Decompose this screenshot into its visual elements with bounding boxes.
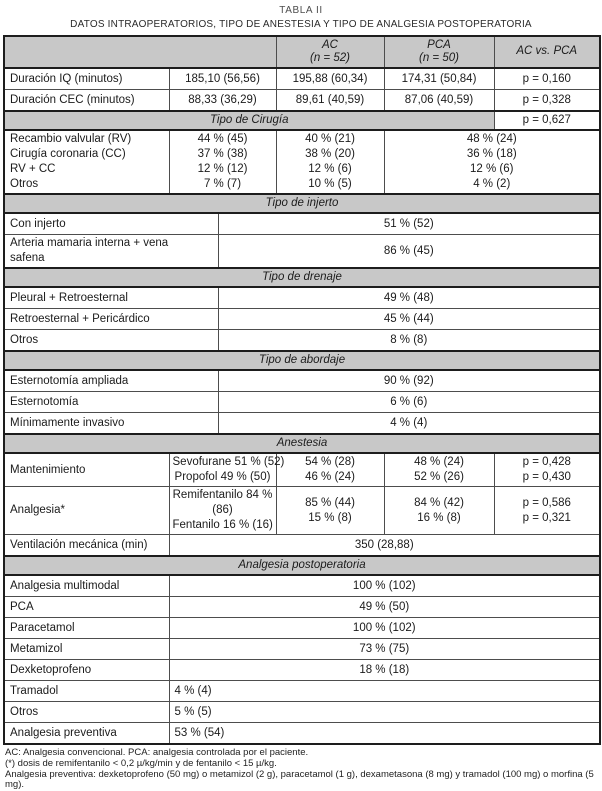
- column-header-pca: PCA (n = 50): [384, 36, 494, 68]
- table-row: [4, 111, 600, 130]
- table-row: [4, 213, 600, 235]
- cell-pca: 48 % (24) 36 % (18) 12 % (6) 4 % (2): [384, 130, 600, 194]
- table-row: [4, 287, 600, 309]
- table-row: [4, 639, 600, 660]
- table-subtitle: DATOS INTRAOPERATORIOS, TIPO DE ANESTESIA Y TIPO DE ANALGESIA POSTOPERATORIA: [70, 19, 532, 30]
- row-label: Con injerto: [4, 213, 218, 235]
- table-row: [4, 330, 600, 352]
- table-row: [4, 597, 600, 618]
- table-row: [4, 535, 600, 557]
- table-row: [4, 618, 600, 639]
- table-row: [4, 413, 600, 435]
- cell-p-value: p = 0,328: [494, 90, 600, 112]
- footnotes: [3, 748, 599, 791]
- section-title: Tipo de drenaje: [4, 268, 600, 287]
- cell-pca: 84 % (42) 16 % (8): [384, 487, 494, 535]
- row-label: Duración CEC (minutos): [4, 90, 169, 112]
- main-table: [3, 35, 601, 745]
- footnote-line: (*) dosis de remifentanilo < 0,2 µ/kg/min y de fentanilo < 15 µ/kg.: [5, 757, 277, 769]
- cell-total: Remifentanilo 84 % (86) Fentanilo 16 % (16): [169, 487, 276, 535]
- cell-p-value: p = 0,428 p = 0,430: [494, 453, 600, 487]
- row-label: Retroesternal + Pericárdico: [4, 309, 218, 330]
- row-label: Duración IQ (minutos): [4, 68, 169, 90]
- cell-p-value: p = 0,586 p = 0,321: [494, 487, 600, 535]
- cell-value: 90 % (92): [218, 370, 600, 392]
- cell-ac: 89,61 (40,59): [276, 90, 384, 112]
- row-label: Ventilación mecánica (min): [4, 535, 169, 557]
- cell-value: 4 % (4): [169, 681, 600, 702]
- table-row: [4, 194, 600, 213]
- row-label: PCA: [4, 597, 169, 618]
- row-label: Mantenimiento: [4, 453, 169, 487]
- table-row: [4, 130, 600, 194]
- row-label: Paracetamol: [4, 618, 169, 639]
- row-label: Pleural + Retroesternal: [4, 287, 218, 309]
- cell-total: 88,33 (36,29): [169, 90, 276, 112]
- row-label: Esternotomía ampliada: [4, 370, 218, 392]
- row-label: Analgesia*: [4, 487, 169, 535]
- cell-pca: 87,06 (40,59): [384, 90, 494, 112]
- cell-total: 185,10 (56,56): [169, 68, 276, 90]
- footnote-line: Analgesia preventiva: dexketoprofeno (50 mg) o metamizol (2 g), paracetamol (1 g), dexametasona (8 mg) y tramadol (100 mg) o morfina (5 mg).: [5, 768, 594, 791]
- cell-value: 350 (28,88): [169, 535, 600, 557]
- row-label: Esternotomía: [4, 392, 218, 413]
- cell-pca: 48 % (24) 52 % (26): [384, 453, 494, 487]
- cell-value: 45 % (44): [218, 309, 600, 330]
- row-label: Otros: [4, 330, 218, 352]
- row-label: Analgesia preventiva: [4, 723, 169, 745]
- cell-value: 100 % (102): [169, 618, 600, 639]
- section-title: Tipo de Cirugía: [4, 111, 494, 130]
- table-row: [4, 487, 600, 535]
- footnote-line: AC: Analgesia convencional. PCA: analgesia controlada por el paciente.: [5, 747, 309, 758]
- corner-cell: [4, 36, 276, 68]
- table-row: [4, 36, 600, 68]
- row-label: Metamizol: [4, 639, 169, 660]
- table-row: [4, 309, 600, 330]
- cell-value: 6 % (6): [218, 392, 600, 413]
- cell-value: 18 % (18): [169, 660, 600, 681]
- cell-total: 44 % (45) 37 % (38) 12 % (12) 7 % (7): [169, 130, 276, 194]
- cell-value: 49 % (50): [169, 597, 600, 618]
- table-row: [4, 723, 600, 745]
- table-row: [4, 575, 600, 597]
- table-row: [4, 681, 600, 702]
- cell-total: Sevofurane 51 % (52) Propofol 49 % (50): [169, 453, 276, 487]
- row-label: Analgesia multimodal: [4, 575, 169, 597]
- cell-value: 73 % (75): [169, 639, 600, 660]
- row-label: Recambio valvular (RV) Cirugía coronaria (CC) RV + CC Otros: [4, 130, 169, 194]
- cell-value: 53 % (54): [169, 723, 600, 745]
- row-label: Mínimamente invasivo: [4, 413, 218, 435]
- cell-value: 4 % (4): [218, 413, 600, 435]
- row-label: Dexketoprofeno: [4, 660, 169, 681]
- table-row: [4, 268, 600, 287]
- cell-ac: 85 % (44) 15 % (8): [276, 487, 384, 535]
- cell-pca: 174,31 (50,84): [384, 68, 494, 90]
- column-header-ac: AC (n = 52): [276, 36, 384, 68]
- cell-value: 5 % (5): [169, 702, 600, 723]
- table-row: [4, 235, 600, 269]
- table-row: [4, 556, 600, 575]
- table-row: [4, 453, 600, 487]
- row-label: Arteria mamaria interna + vena safena: [4, 235, 218, 269]
- section-title: Tipo de injerto: [4, 194, 600, 213]
- section-title: Tipo de abordaje: [4, 351, 600, 370]
- section-title: Analgesia postoperatoria: [4, 556, 600, 575]
- row-label: Tramadol: [4, 681, 169, 702]
- section-title: Anestesia: [4, 434, 600, 453]
- cell-ac: 54 % (28) 46 % (24): [276, 453, 384, 487]
- row-label: Otros: [4, 702, 169, 723]
- table-row: [4, 434, 600, 453]
- cell-p-value: p = 0,627: [494, 111, 600, 130]
- table-row: [4, 351, 600, 370]
- table-row: [4, 392, 600, 413]
- table-row: [4, 90, 600, 112]
- cell-value: 51 % (52): [218, 213, 600, 235]
- cell-value: 8 % (8): [218, 330, 600, 352]
- cell-p-value: p = 0,160: [494, 68, 600, 90]
- cell-value: 49 % (48): [218, 287, 600, 309]
- cell-ac: 195,88 (60,34): [276, 68, 384, 90]
- table-row: [4, 370, 600, 392]
- cell-value: 100 % (102): [169, 575, 600, 597]
- cell-value: 86 % (45): [218, 235, 600, 269]
- table-row: [4, 68, 600, 90]
- table-row: [4, 660, 600, 681]
- column-header-ac-vs-pca: AC vs. PCA: [494, 36, 600, 68]
- table-title: TABLA II: [279, 5, 323, 16]
- cell-ac: 40 % (21) 38 % (20) 12 % (6) 10 % (5): [276, 130, 384, 194]
- table-row: [4, 702, 600, 723]
